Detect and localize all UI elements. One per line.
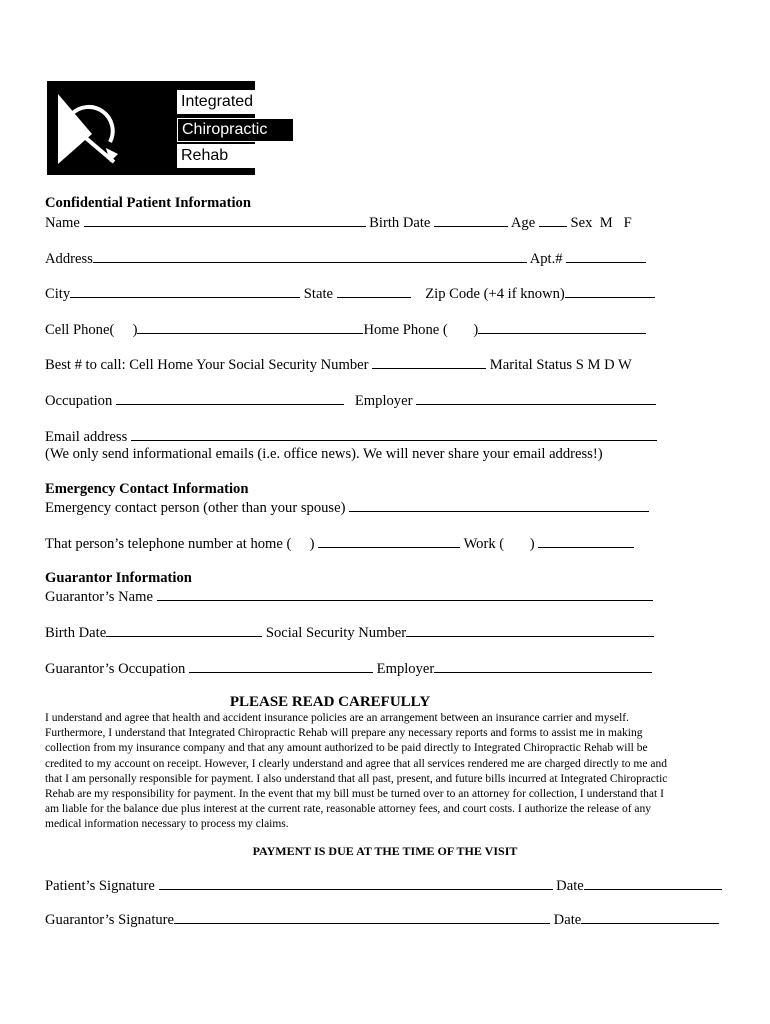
notice-line: Rehab are my responsibility for payment. In the event that my bill must be turned over to an attorney for collection, I understand that I <box>45 788 664 801</box>
notice-paragraph <box>45 711 735 833</box>
guarantor-section-heading: Guarantor Information <box>45 570 192 586</box>
guarantor-signature-label: Guarantor’s Signature <box>45 912 175 928</box>
guarantor-signature-row <box>45 910 719 929</box>
cell-phone-field[interactable] <box>137 320 363 334</box>
city-label: City <box>45 286 71 302</box>
marital-status-label[interactable]: Marital Status S M D W <box>489 357 632 373</box>
city-field[interactable] <box>70 284 300 298</box>
emergency-person-row <box>45 498 649 517</box>
address-field[interactable] <box>93 249 527 263</box>
occupation-field[interactable] <box>116 391 344 405</box>
guarantor-employer-label: Employer <box>376 661 435 677</box>
apt-field[interactable] <box>566 249 646 263</box>
logo-text-rehab: Rehab <box>177 144 281 168</box>
guarantor-name-label: Guarantor’s Name <box>45 589 153 605</box>
home-phone-field[interactable] <box>478 320 646 334</box>
notice-line: I understand and agree that health and accident insurance policies are an arrangement between an insurance carrier and myself. <box>45 712 629 724</box>
name-field[interactable] <box>84 213 366 227</box>
home-phone-label: Home Phone ( <box>363 322 448 338</box>
emergency-person-label: Emergency contact person (other than your spouse) <box>45 500 346 516</box>
state-label: State <box>303 286 333 302</box>
emergency-work-label: Work ( <box>463 536 505 552</box>
guarantor-ssn-field[interactable] <box>406 623 654 637</box>
guarantor-birth-row <box>45 623 654 642</box>
notice-line: medical information necessary to process my claims. <box>45 818 289 831</box>
payment-notice: PAYMENT IS DUE AT THE TIME OF THE VISIT <box>252 844 518 858</box>
guarantor-employer-field[interactable] <box>434 659 652 673</box>
notice-line: am liable for the balance due plus interest at the current rate, reasonable attorney fees, and court costs. I authorize the release of any <box>45 803 652 816</box>
patient-date-label: Date <box>556 878 584 894</box>
emergency-work-close: ) <box>529 536 535 552</box>
zip-label: Zip Code (+4 if known) <box>425 286 565 302</box>
patient-signature-field[interactable] <box>159 876 553 890</box>
employer-field[interactable] <box>416 391 656 405</box>
guarantor-ssn-label: Social Security Number <box>265 625 407 641</box>
guarantor-birth-field[interactable] <box>106 623 262 637</box>
address-label: Address <box>45 251 93 267</box>
patient-signature-label: Patient’s Signature <box>45 878 155 894</box>
guarantor-occupation-label: Guarantor’s Occupation <box>45 661 186 677</box>
emergency-home-label: That person’s telephone number at home ( <box>45 536 292 552</box>
email-note: (We only send informational emails (i.e. office news). We will never share your email address!) <box>45 446 603 462</box>
phone-row <box>45 320 646 339</box>
guarantor-name-row <box>45 587 653 606</box>
name-label: Name <box>45 215 80 231</box>
name-row <box>45 213 632 232</box>
home-phone-close: ) <box>473 322 479 338</box>
email-field[interactable] <box>131 427 657 441</box>
state-field[interactable] <box>337 284 411 298</box>
patient-signature-row <box>45 876 722 895</box>
cell-phone-close: ) <box>132 322 138 338</box>
emergency-person-field[interactable] <box>349 498 649 512</box>
notice-line: Furthermore, I understand that Integrated Chiropractic Rehab will prepare any necessary reports and forms to assist me in making <box>45 727 643 740</box>
cell-phone-label: Cell Phone( <box>45 322 115 338</box>
guarantor-occupation-row <box>45 659 652 678</box>
notice-title: PLEASE READ CAREFULLY <box>229 694 431 710</box>
emergency-work-field[interactable] <box>538 534 634 548</box>
apt-label: Apt.# <box>529 251 563 267</box>
email-label: Email address <box>45 429 128 445</box>
guarantor-signature-field[interactable] <box>174 910 550 924</box>
emergency-section-heading: Emergency Contact Information <box>45 481 249 497</box>
notice-line: collection from my insurance company and that any amount authorized to be paid directly to Integrated Chiropractic Rehab will be <box>45 742 648 755</box>
age-label: Age <box>510 215 536 231</box>
notice-line: that I am personally responsible for payment. I also understand that all past, present, and future bills incurred at Integrated Chiropractic <box>45 772 668 785</box>
sex-label: Sex <box>570 215 593 231</box>
guarantor-date-field[interactable] <box>581 910 719 924</box>
zip-field[interactable] <box>565 284 655 298</box>
birth-date-label: Birth Date <box>369 215 431 231</box>
emergency-phone-row <box>45 534 634 553</box>
guarantor-occupation-field[interactable] <box>189 659 373 673</box>
guarantor-birth-label: Birth Date <box>45 625 107 641</box>
emergency-home-field[interactable] <box>318 534 460 548</box>
address-row <box>45 249 646 268</box>
logo-text-chiropractic: Chiropractic <box>177 118 294 142</box>
patient-section-heading: Confidential Patient Information <box>45 195 251 211</box>
guarantor-name-field[interactable] <box>157 587 653 601</box>
logo-text-integrated: Integrated <box>177 90 281 114</box>
age-field[interactable] <box>539 213 567 227</box>
emergency-home-close: ) <box>309 536 315 552</box>
city-row <box>45 284 655 303</box>
patient-date-field[interactable] <box>584 876 722 890</box>
notice-line: credited to my account on receipt. However, I clearly understand and agree that all services rendered me are charged directly to me and <box>45 757 667 770</box>
practice-logo <box>47 81 268 175</box>
guarantor-date-label: Date <box>553 912 582 928</box>
employer-label: Employer <box>354 393 413 409</box>
best-number-label: Best # to call: Cell Home Your Social Security Number <box>45 357 369 373</box>
occupation-row <box>45 391 656 410</box>
email-row <box>45 427 657 446</box>
logo-mark-icon <box>52 90 124 168</box>
sex-options[interactable]: M F <box>599 215 632 231</box>
birth-date-field[interactable] <box>434 213 508 227</box>
ssn-field[interactable] <box>372 355 486 369</box>
occupation-label: Occupation <box>45 393 113 409</box>
best-number-row <box>45 355 632 374</box>
